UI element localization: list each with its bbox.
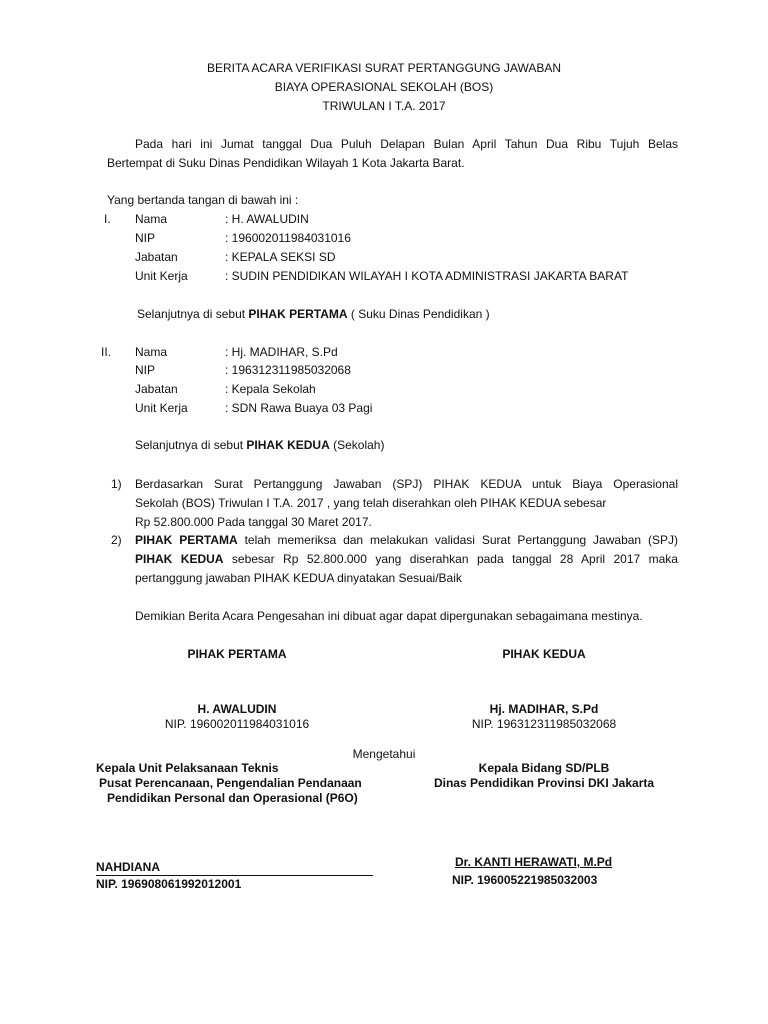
party1-value-nama: : H. AWALUDIN [225, 212, 309, 226]
sig-left-name: H. AWALUDIN [197, 702, 277, 716]
left-official-name: NAHDIANA [96, 860, 373, 876]
right-official-nip: NIP. 196005221985032003 [452, 873, 598, 887]
party2-label-nama: Nama [135, 345, 168, 359]
party2-numeral: II. [101, 345, 112, 359]
intro-line-1: Pada hari ini Jumat tanggal Dua Puluh Delapan Bulan April Tahun Dua Ribu Tujuh Belas [135, 137, 678, 151]
intro-line-2: Bertempat di Suku Dinas Pendidikan Wilayah 1 Kota Jakarta Barat. [107, 156, 465, 170]
point2-number: 2) [111, 533, 122, 547]
party2-designation: Selanjutnya di sebut PIHAK KEDUA (Sekolah) [135, 438, 385, 452]
sig-left-nip: NIP. 196002011984031016 [164, 717, 310, 731]
left-office-line-1: Kepala Unit Pelaksanaan Teknis [96, 761, 279, 775]
party1-label-nama: Nama [135, 212, 168, 226]
sig-right-heading: PIHAK KEDUA [502, 647, 586, 661]
right-official-name: Dr. KANTI HERAWATI, M.Pd [455, 855, 613, 869]
party1-numeral: I. [104, 212, 111, 226]
party1-value-unit: : SUDIN PENDIDIKAN WILAYAH I KOTA ADMINISTRASI JAKARTA BARAT [225, 269, 629, 283]
sig-right-nip: NIP. 196312311985032068 [471, 717, 617, 731]
party1-label-nip: NIP [135, 231, 156, 245]
point2-line-3: pertanggung jawaban PIHAK KEDUA dinyatakan Sesuai/Baik [135, 571, 462, 585]
party1-label-unit: Unit Kerja [135, 269, 188, 283]
point1-line-2: Sekolah (BOS) Triwulan I T.A. 2017 , yang telah diserahkan oleh PIHAK KEDUA sebesar [135, 496, 607, 510]
party2-designation-bold: PIHAK KEDUA [246, 438, 330, 452]
party2-value-nama: : Hj. MADIHAR, S.Pd [225, 345, 338, 359]
party1-label-jabatan: Jabatan [135, 250, 178, 264]
party2-label-unit: Unit Kerja [135, 401, 188, 415]
right-office-line-1: Kepala Bidang SD/PLB [478, 761, 610, 775]
point2-line-1: PIHAK PERTAMA telah memeriksa dan melakukan validasi Surat Pertanggung Jawaban (SPJ) [135, 533, 678, 547]
signed-below-text: Yang bertanda tangan di bawah ini : [107, 193, 299, 207]
party1-designation: Selanjutnya di sebut PIHAK PERTAMA ( Suku Dinas Pendidikan ) [137, 307, 490, 321]
left-office-line-2: Pusat Perencanaan, Pengendalian Pendanaan [99, 776, 362, 790]
party1-value-jabatan: : KEPALA SEKSI SD [225, 250, 336, 264]
title-line-3: TRIWULAN I T.A. 2017 [322, 99, 446, 113]
title-line-2: BIAYA OPERASIONAL SEKOLAH (BOS) [274, 80, 494, 94]
point1-line-1: Berdasarkan Surat Pertanggung Jawaban (SPJ) PIHAK KEDUA untuk Biaya Operasional [135, 477, 678, 491]
party2-value-unit: : SDN Rawa Buaya 03 Pagi [225, 401, 373, 415]
party2-label-jabatan: Jabatan [135, 382, 178, 396]
point2-line-2: PIHAK KEDUA sebesar Rp 52.800.000 yang diserahkan pada tanggal 28 April 2017 maka [135, 552, 678, 566]
closing-statement: Demikian Berita Acara Pengesahan ini dibuat agar dapat dipergunakan sebagaimana mestinya. [135, 609, 643, 623]
party1-designation-bold: PIHAK PERTAMA [248, 307, 348, 321]
left-official-nip: NIP. 196908061992012001 [96, 877, 242, 891]
left-office-line-3: Pendidikan Personal dan Operasional (P6O) [107, 791, 358, 805]
point1-line-3: Rp 52.800.000 Pada tanggal 30 Maret 2017. [135, 515, 372, 529]
party2-label-nip: NIP [135, 363, 156, 377]
right-office-line-2: Dinas Pendidikan Provinsi DKI Jakarta [433, 776, 655, 790]
party1-value-nip: : 196002011984031016 [225, 231, 351, 245]
party2-value-jabatan: : Kepala Sekolah [225, 382, 316, 396]
acknowledged-label: Mengetahui [352, 747, 416, 761]
sig-left-heading: PIHAK PERTAMA [187, 647, 287, 661]
point1-number: 1) [111, 477, 122, 491]
party2-value-nip: : 196312311985032068 [225, 363, 351, 377]
sig-right-name: Hj. MADIHAR, S.Pd [489, 702, 599, 716]
title-line-1: BERITA ACARA VERIFIKASI SURAT PERTANGGUNG JAWABAN [206, 61, 562, 75]
